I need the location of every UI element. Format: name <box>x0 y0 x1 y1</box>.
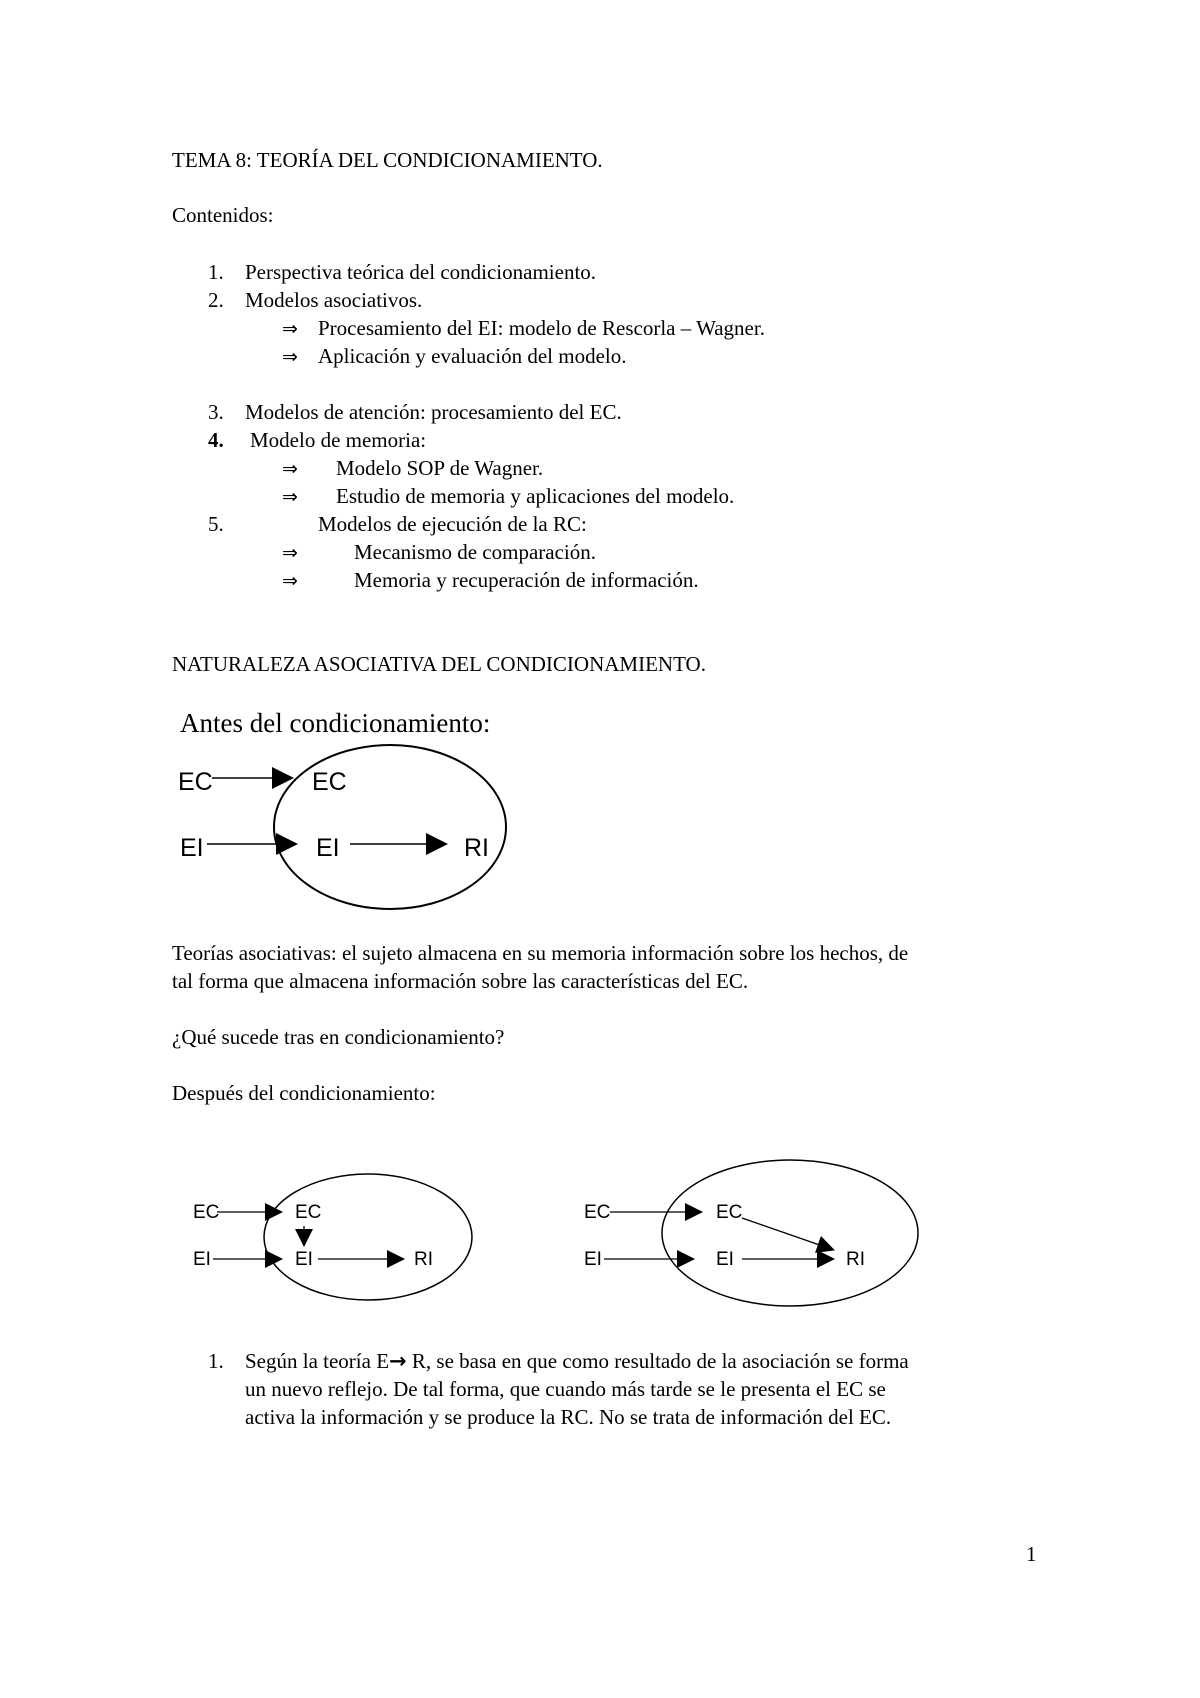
outline-item-5-sub-1: Mecanismo de comparación. <box>354 540 596 564</box>
theory-text-b: R, se basa en que como resultado de la asociación se forma <box>406 1349 909 1373</box>
outline-item-3: Modelos de atención: procesamiento del EC. <box>245 400 622 424</box>
right-arrow-icon: → <box>389 1349 407 1373</box>
outline-item-4: Modelo de memoria: <box>250 428 427 452</box>
diagram-before-ec-outside: EC <box>178 768 213 796</box>
section-heading: NATURALEZA ASOCIATIVA DEL CONDICIONAMIENTO. <box>172 652 706 676</box>
outline-item-4-number: 4. <box>208 428 224 452</box>
implies-arrow-icon: ⇒ <box>282 542 298 564</box>
page-number: 1 <box>1026 1542 1037 1566</box>
theory-item-line-1 <box>245 1351 909 1372</box>
outline-item-5-sub-2: Memoria y recuperación de información. <box>354 568 699 592</box>
diagram-after-sr-ec-inside: EC <box>295 1202 322 1223</box>
paragraph-associative-line-2: tal forma que almacena información sobre las características del EC. <box>172 969 749 993</box>
after-heading: Después del condicionamiento: <box>172 1081 436 1105</box>
association-ellipse <box>662 1160 918 1306</box>
paragraph-associative-line-1: Teorías asociativas: el sujeto almacena en su memoria información sobre los hechos, de <box>172 941 909 965</box>
diagram-after-ss-ei-outside: EI <box>584 1249 602 1270</box>
outline-item-4-sub-1: Modelo SOP de Wagner. <box>336 456 544 480</box>
outline-item-2-sub-1: Procesamiento del EI: modelo de Rescorla – Wagner. <box>318 316 765 340</box>
diagram-before-heading: Antes del condicionamiento: <box>180 708 491 738</box>
theory-item-line-3: activa la información y se produce la RC. No se trata de información del EC. <box>245 1405 892 1429</box>
theory-item-number: 1. <box>208 1349 224 1373</box>
contents-heading: Contenidos: <box>172 203 274 227</box>
outline-item-2-sub-2: Aplicación y evaluación del modelo. <box>318 344 627 368</box>
outline-item-5: Modelos de ejecución de la RC: <box>318 512 587 536</box>
outline-item-1: Perspectiva teórica del condicionamiento. <box>245 260 597 284</box>
theory-item-line-2: un nuevo reflejo. De tal forma, que cuando más tarde se le presenta el EC se <box>245 1377 886 1401</box>
implies-arrow-icon: ⇒ <box>282 570 298 592</box>
outline-item-4-sub-2: Estudio de memoria y aplicaciones del modelo. <box>336 484 735 508</box>
implies-arrow-icon: ⇒ <box>282 346 298 368</box>
diagram-after-ss-ei-inside: EI <box>716 1249 734 1270</box>
diagram-before-ri: RI <box>464 834 489 862</box>
question-text: ¿Qué sucede tras en condicionamiento? <box>172 1025 505 1049</box>
page-title: TEMA 8: TEORÍA DEL CONDICIONAMIENTO. <box>172 148 603 172</box>
theory-text-a: Según la teoría E <box>245 1349 390 1373</box>
diagram-before-ei-inside: EI <box>316 834 340 862</box>
implies-arrow-icon: ⇒ <box>282 458 298 480</box>
diagram-after-sr-ei-inside: EI <box>295 1249 313 1270</box>
diagram-after-ss-ri: RI <box>846 1249 865 1270</box>
diagram-after-ss-ec-outside: EC <box>584 1202 611 1223</box>
diagram-after-sr-ei-outside: EI <box>193 1249 211 1270</box>
diagram-before-ei-outside: EI <box>180 834 204 862</box>
outline-item-2: Modelos asociativos. <box>245 288 423 312</box>
outline-item-5-number: 5. <box>208 512 224 536</box>
outline-item-2-number: 2. <box>208 288 224 312</box>
diagram-after-ss-ec-inside: EC <box>716 1202 743 1223</box>
outline-item-3-number: 3. <box>208 400 224 424</box>
diagram-before-ec-inside: EC <box>312 768 347 796</box>
implies-arrow-icon: ⇒ <box>282 486 298 508</box>
ec-ri-arrow <box>742 1218 834 1250</box>
outline-item-1-number: 1. <box>208 260 224 284</box>
implies-arrow-icon: ⇒ <box>282 318 298 340</box>
diagram-after-sr-ec-outside: EC <box>193 1202 220 1223</box>
diagram-after-sr-ri: RI <box>414 1249 433 1270</box>
